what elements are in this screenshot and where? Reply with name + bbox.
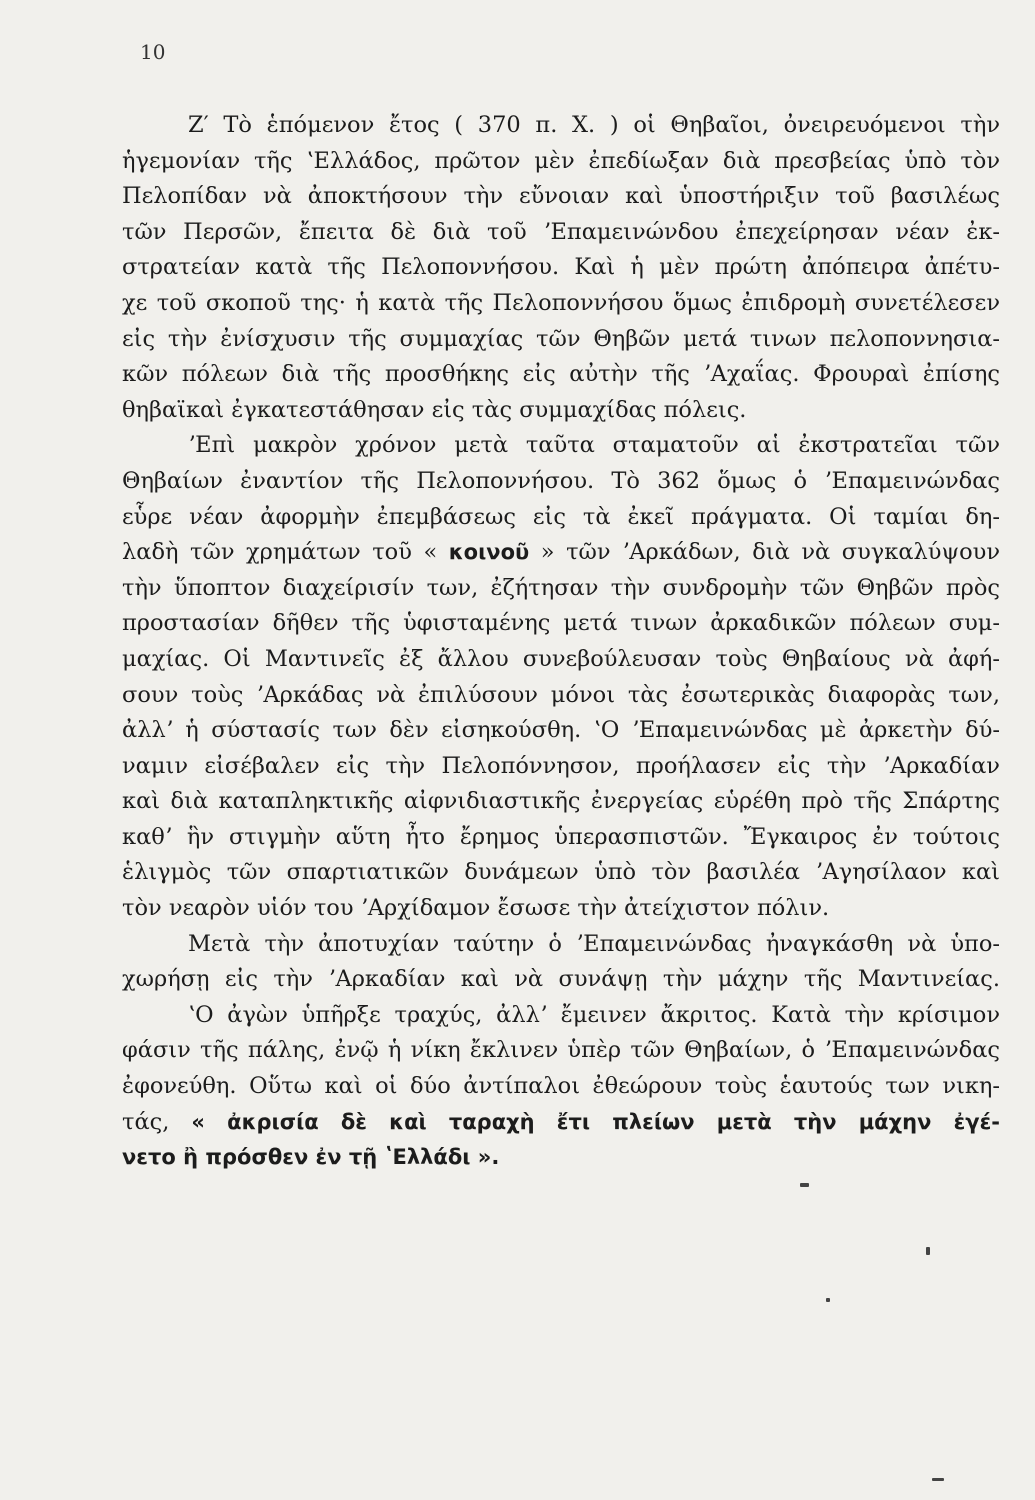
- text-line: καὶ διὰ καταπληκτικῆς αἰφνιδιαστικῆς ἐνεργείας εὑρέθη πρὸ τῆς Σπάρτης: [122, 788, 1000, 815]
- text-segment: » τῶν ʼΑρκάδων, διὰ νὰ συγκαλύψουν: [529, 539, 1000, 566]
- text-line: προστασίαν δῆθεν τῆς ὑφισταμένης μετά τινων ἀρκαδικῶν πόλεων συμ-: [122, 610, 1000, 637]
- text-line: [122, 1140, 1000, 1176]
- text-line: ναμιν εἰσέβαλεν εἰς τὴν Πελοπόννησον, προήλασεν εἰς τὴν ʼΑρκαδίαν: [122, 752, 1000, 779]
- text-line: τῶν Περσῶν, ἔπειτα δὲ διὰ τοῦ ʼΕπαμεινώνδου ἐπεχείρησαν νέαν ἐκ-: [122, 218, 1000, 245]
- scan-speck: [800, 1183, 809, 1187]
- bold-text-segment: « ἀκρισία δὲ καὶ ταραχὴ ἔτι πλείων μετὰ τὴν μάχην ἐγέ-: [191, 1109, 1000, 1134]
- scan-speck: [926, 1247, 930, 1255]
- bold-text-segment: κοινοῦ: [448, 540, 530, 565]
- text-line: θηβαϊκαὶ ἐγκατεστάθησαν εἰς τὰς συμμαχίδας πόλεις.: [122, 396, 747, 423]
- text-line: [122, 1105, 1000, 1141]
- text-line: φάσιν τῆς πάλης, ἐνῷ ἡ νίκη ἔκλινεν ὑπὲρ τῶν Θηβαίων, ὁ ʼΕπαμεινώνδας: [122, 1037, 1000, 1064]
- text-line: ἐφονεύθη. Οὕτω καὶ οἱ δύο ἀντίπαλοι ἐθεώρουν τοὺς ἑαυτούς των νικη-: [122, 1073, 1000, 1100]
- text-line: Μετὰ τὴν ἀποτυχίαν ταύτην ὁ ʼΕπαμεινώνδας ἠναγκάσθη νὰ ὑπο-: [188, 930, 1000, 957]
- page-number: 10: [140, 40, 166, 64]
- text-line: μαχίας. Οἱ Μαντινεῖς ἐξ ἄλλου συνεβούλευσαν τοὺς Θηβαίους νὰ ἀφή-: [122, 645, 1000, 672]
- text-line: χωρήσῃ εἰς τὴν ʼΑρκαδίαν καὶ νὰ συνάψῃ τὴν μάχην τῆς Μαντινείας.: [122, 966, 1000, 993]
- text-line: καθʼ ἣν στιγμὴν αὕτη ἦτο ἔρημος ὑπερασπιστῶν. Ἔγκαιρος ἐν τούτοις: [122, 823, 1000, 850]
- text-line: ἑλιγμὸς τῶν σπαρτιατικῶν δυνάμεων ὑπὸ τὸν βασιλέα ʼΑγησίλαον καὶ: [122, 859, 1000, 886]
- text-line: ʼΕπὶ μακρὸν χρόνον μετὰ ταῦτα σταματοῦν αἱ ἐκστρατεῖαι τῶν: [188, 432, 1000, 459]
- text-line: ἀλλʼ ἡ σύστασίς των δὲν εἰσηκούσθη. ʽΟ ʼΕπαμεινώνδας μὲ ἀρκετὴν δύ-: [122, 717, 1000, 744]
- scan-speck: [826, 1298, 830, 1302]
- text-line: Πελοπίδαν νὰ ἀποκτήσουν τὴν εὔνοιαν καὶ ὑποστήριξιν τοῦ βασιλέως: [122, 183, 1000, 210]
- bold-text-segment: νετο ἢ πρόσθεν ἐν τῇ ʽΕλλάδι ».: [122, 1145, 500, 1170]
- text-line: τὴν ὕποπτον διαχείρισίν των, ἐζήτησαν τὴν συνδρομὴν τῶν Θηβῶν πρὸς: [122, 574, 1000, 601]
- text-line: τὸν νεαρὸν υἱόν του ʼΑρχίδαμον ἔσωσε τὴν ἀτείχιστον πόλιν.: [122, 895, 830, 922]
- text-line: σουν τοὺς ʼΑρκάδας νὰ ἐπιλύσουν μόνοι τὰς ἐσωτερικὰς διαφορὰς των,: [122, 681, 1000, 708]
- text-line: κῶν πόλεων διὰ τῆς προσθήκης εἰς αὐτὴν τῆς ʼΑχαΐας. Φρουραὶ ἐπίσης: [122, 361, 1000, 388]
- text-line: Ζ′ Τὸ ἑπόμενον ἔτος ( 370 π. Χ. ) οἱ Θηβαῖοι, ὀνειρευόμενοι τὴν: [188, 112, 1000, 138]
- body-text: [122, 108, 1000, 1176]
- text-line: ἡγεμονίαν τῆς ʽΕλλάδος, πρῶτον μὲν ἐπεδίωξαν διὰ πρεσβείας ὑπὸ τὸν: [122, 147, 1000, 174]
- text-segment: τάς,: [122, 1108, 192, 1135]
- text-line: ʽΟ ἀγὼν ὑπῆρξε τραχύς, ἀλλʼ ἔμεινεν ἄκριτος. Κατὰ τὴν κρίσιμον: [188, 1001, 1000, 1028]
- text-line: Θηβαίων ἐναντίον τῆς Πελοποννήσου. Τὸ 362 ὅμως ὁ ʼΕπαμεινώνδας: [122, 467, 1000, 494]
- text-line: εὗρε νέαν ἀφορμὴν ἐπεμβάσεως εἰς τὰ ἐκεῖ πράγματα. Οἱ ταμίαι δη-: [122, 503, 1000, 530]
- text-line: [122, 535, 1000, 571]
- text-line: στρατείαν κατὰ τῆς Πελοποννήσου. Καὶ ἡ μὲν πρώτη ἀπόπειρα ἀπέτυ-: [122, 254, 1000, 281]
- text-line: χε τοῦ σκοποῦ της· ἡ κατὰ τῆς Πελοποννήσου ὅμως ἐπιδρομὴ συνετέλεσεν: [122, 289, 1000, 316]
- text-line: εἰς τὴν ἐνίσχυσιν τῆς συμμαχίας τῶν Θηβῶν μετά τινων πελοποννησια-: [122, 325, 1000, 352]
- text-segment: λαδὴ τῶν χρημάτων τοῦ «: [122, 539, 449, 566]
- scan-speck: [932, 1478, 944, 1481]
